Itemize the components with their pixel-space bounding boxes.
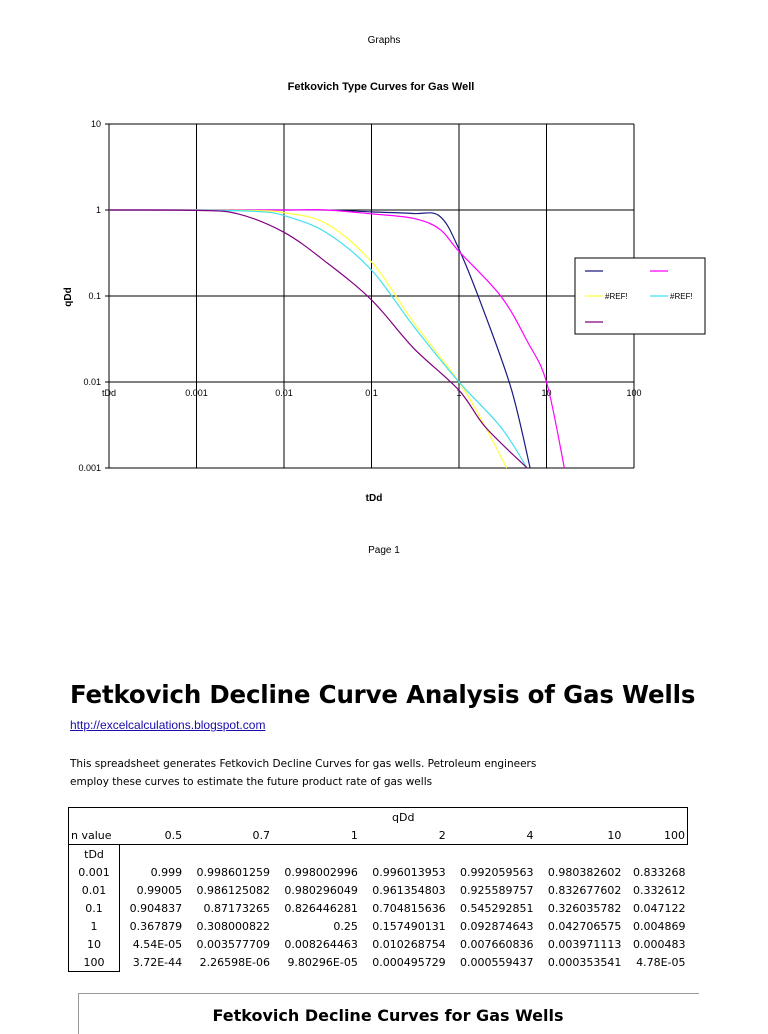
n-value-cell: 1	[350, 828, 358, 842]
qdd-group-header: qDd	[120, 808, 688, 827]
x-tick-label: 0.01	[275, 388, 293, 398]
qdd-cell: 0.925589757	[460, 883, 534, 897]
y-tick-label: 10	[90, 119, 101, 129]
qdd-cell: 0.367879	[129, 919, 183, 933]
qdd-cell: 0.826446281	[284, 901, 358, 915]
series-line-2	[109, 210, 564, 468]
y-axis-label: qDd	[63, 287, 74, 307]
table-row	[69, 881, 688, 899]
qdd-cell: 0.007660836	[460, 937, 534, 951]
qdd-cell: 0.000483	[633, 937, 686, 951]
second-chart-title: Fetkovich Decline Curves for Gas Wells	[212, 1006, 564, 1025]
qdd-cell: 0.904837	[129, 901, 183, 915]
qdd-cell: 0.996013953	[372, 865, 446, 879]
x-tick-label: tDd	[101, 388, 117, 398]
n-value-cell: 10	[607, 828, 622, 842]
n-value-cell: 4	[526, 828, 534, 842]
qdd-cell: 2.26598E-06	[199, 955, 270, 969]
chart-legend	[575, 258, 705, 334]
tdd-cell: 0.01	[69, 881, 120, 899]
n-value-cell: 100	[623, 826, 687, 845]
tdd-cell: 0.1	[69, 899, 120, 917]
table-row	[69, 863, 688, 881]
qdd-cell: 0.992059563	[460, 865, 534, 879]
x-tick-label: 0.001	[185, 388, 208, 398]
y-tick-labels	[78, 119, 101, 473]
qdd-cell: 3.72E-44	[132, 955, 183, 969]
qdd-cell: 0.332612	[633, 883, 686, 897]
qdd-cell: 0.986125082	[196, 883, 270, 897]
qdd-cell: 0.308000822	[196, 919, 270, 933]
desc-line-2: employ these curves to estimate the future product rate of gas wells	[70, 776, 433, 788]
qdd-cell: 0.157490131	[372, 919, 446, 933]
x-tick-label: 10	[541, 388, 552, 398]
qdd-cell: 0.004869	[633, 919, 686, 933]
qdd-cell: 4.78E-05	[636, 955, 686, 969]
tdd-cell: 0.001	[69, 863, 120, 881]
qdd-cell: 0.000353541	[547, 955, 622, 969]
blog-link[interactable]: http://excelcalculations.blogspot.com	[70, 718, 266, 732]
qdd-cell: 0.003971113	[547, 937, 622, 951]
tdd-cell: 100	[69, 953, 120, 972]
qdd-cell: 0.704815636	[372, 901, 446, 915]
desc-line-1: This spreadsheet generates Fetkovich Decline Curves for gas wells. Petroleum engineers	[70, 758, 537, 770]
tdd-cell: 1	[69, 917, 120, 935]
qdd-cell: 0.87173265	[203, 901, 270, 915]
qdd-cell: 0.832677602	[547, 883, 622, 897]
qdd-cell: 0.961354803	[372, 883, 446, 897]
qdd-cell: 0.010268754	[372, 937, 446, 951]
qdd-cell: 0.25	[333, 919, 358, 933]
tdd-header: tDd	[69, 845, 120, 864]
doc-description	[70, 755, 670, 791]
table-row	[69, 917, 688, 935]
qdd-cell: 0.092874643	[460, 919, 534, 933]
qdd-cell: 0.042706575	[547, 919, 622, 933]
qdd-cell: 0.980296049	[284, 883, 358, 897]
chart-series	[109, 210, 564, 468]
n-value-label: n value	[69, 826, 120, 845]
n-value-cell: 2	[438, 828, 446, 842]
qdd-cell: 0.047122	[633, 901, 686, 915]
x-axis-label: tDd	[365, 493, 383, 504]
n-value-cell: 0.7	[252, 828, 270, 842]
qdd-cell: 0.008264463	[284, 937, 358, 951]
table-row	[69, 953, 688, 972]
x-tick-label: 0.1	[365, 388, 378, 398]
qdd-cell: 0.998601259	[196, 865, 270, 879]
x-tick-label: 100	[626, 388, 642, 398]
y-tick-label: 1	[95, 205, 101, 215]
y-tick-label: 0.001	[78, 463, 101, 473]
x-tick-labels	[102, 388, 642, 398]
qdd-cell: 0.999	[150, 865, 183, 879]
legend-label: #REF!	[670, 292, 693, 301]
qdd-cell: 0.99005	[136, 883, 183, 897]
page-footer: Page 1	[368, 545, 400, 556]
qdd-table	[68, 807, 688, 972]
chart-title: Fetkovich Type Curves for Gas Well	[287, 81, 475, 93]
qdd-cell: 0.980382602	[547, 865, 622, 879]
qdd-cell: 4.54E-05	[132, 937, 183, 951]
qdd-cell: 0.003577709	[196, 937, 270, 951]
qdd-cell: 0.000559437	[460, 955, 534, 969]
table-row	[69, 899, 688, 917]
qdd-cell: 9.80296E-05	[287, 955, 358, 969]
qdd-cell: 0.998002996	[284, 865, 358, 879]
page-header: Graphs	[367, 35, 401, 46]
y-tick-label: 0.01	[83, 377, 101, 387]
table-row	[69, 935, 688, 953]
qdd-cell: 0.326035782	[547, 901, 622, 915]
x-tick-label: 1	[456, 388, 462, 398]
legend-label: #REF!	[605, 292, 628, 301]
series-line-4	[109, 210, 527, 468]
doc-title: Fetkovich Decline Curve Analysis of Gas Wells	[70, 680, 696, 709]
y-tick-label: 0.1	[88, 291, 101, 301]
series-line-5	[109, 210, 527, 468]
tdd-cell: 10	[69, 935, 120, 953]
qdd-cell: 0.000495729	[372, 955, 446, 969]
qdd-cell: 0.833268	[633, 865, 686, 879]
series-line-1	[109, 210, 530, 468]
n-value-cell: 0.5	[164, 828, 183, 842]
qdd-cell: 0.545292851	[460, 901, 534, 915]
